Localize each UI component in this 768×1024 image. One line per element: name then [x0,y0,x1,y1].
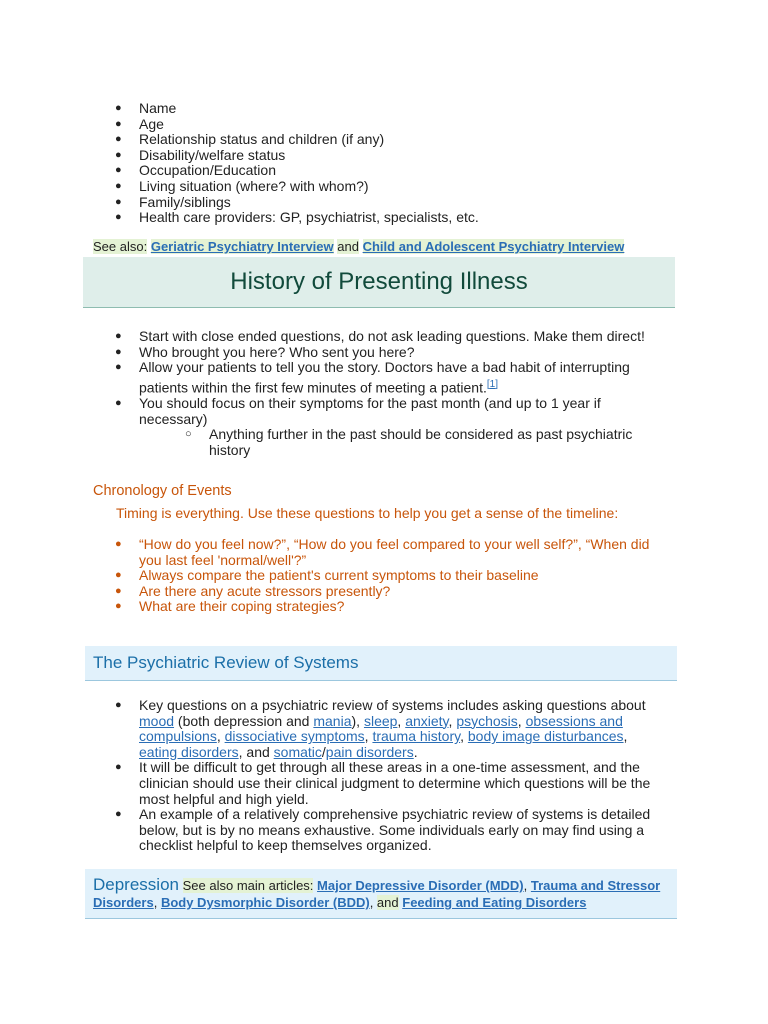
chronology-intro: Timing is everything. Use these questions to help you get a sense of the timeline: [116,505,619,521]
reference-link[interactable]: [1] [486,378,498,390]
see-also-label: See also main articles: [182,878,314,893]
list-item: ● Start with close ended questions, do not ask leading questions. Make them direct! [115,329,660,345]
see-also-and: and [376,895,399,910]
list-item-text: You should focus on their symptoms for the past month (and up to 1 year if necessary) [139,395,601,427]
text: (both depression and [174,712,314,729]
section-heading-ros: The Psychiatric Review of Systems [85,646,677,681]
link-trauma-history[interactable]: trauma history [372,728,461,745]
list-item: ● Relationship status and children (if any) [115,132,675,148]
sub-list [139,427,660,458]
list-item: ● What are their coping strategies? [115,599,660,615]
link-anxiety[interactable]: anxiety [405,712,449,729]
list-item: ● An example of a relatively comprehensive psychiatric review of systems is detailed below, but is by no means exhaustive. Some individuals early on may find using a checklist helpful to keep themselves organized. [115,807,663,854]
list-item-text: Allow your patients to tell you the story. Doctors have a bad habit of interrupting patients within the first few minutes of meeting a patient. [139,359,630,396]
list-item: ● Name [115,101,675,117]
list-item: ● Are there any acute stressors presently? [115,584,660,600]
section-heading-hpi: History of Presenting Illness [83,257,675,308]
subheading-chronology: Chronology of Events [93,483,232,499]
list-item [115,360,660,396]
link-body-image-disturbances[interactable]: body image disturbances [467,728,624,745]
list-item: ● Age [115,117,675,133]
link-trauma-stressor-disorders[interactable]: Trauma and Stressor Disorders [93,878,661,910]
list-item: ● Health care providers: GP, psychiatrist, specialists, etc. [115,210,675,226]
link-geriatric-psychiatry-interview[interactable]: Geriatric Psychiatry Interview [150,239,334,254]
link-somatic[interactable]: somatic [273,743,322,760]
link-mood[interactable]: mood [139,712,175,729]
demographics-list [115,101,675,226]
ros-list [115,698,663,854]
text: Key questions on a psychiatric review of systems includes asking questions about [139,697,646,713]
link-mania[interactable]: mania [313,712,352,729]
link-sleep[interactable]: sleep [363,712,398,729]
list-item: ● Family/siblings [115,195,675,211]
link-eating-disorders[interactable]: eating disorders [139,743,239,760]
link-feeding-eating-disorders[interactable]: Feeding and Eating Disorders [402,895,587,910]
section-heading-depression: Depression See also main articles: Major Depressive Disorder (MDD), Trauma and Stressor Disorders, Body Dysmorphic Disorder (BDD), and Feeding and Eating Disorders [85,869,677,919]
link-obsessions-compulsions[interactable]: obsessions and compulsions [139,712,623,745]
list-item: ● It will be difficult to get through all these areas in a one-time assessment, and the clinician should use their clinical judgment to determine which questions will be the most helpful and high yield. [115,760,663,807]
list-item: ● Occupation/Education [115,163,675,179]
list-item: ● Living situation (where? with whom?) [115,179,675,195]
sub-list-item: ○ Anything further in the past should be considered as past psychiatric history [139,427,660,458]
see-also-label: See also: [93,239,148,254]
list-item [115,396,660,458]
chronology-list [115,537,660,615]
depression-title: Depression [93,875,179,894]
link-pain-disorders[interactable]: pain disorders [325,743,414,760]
list-item: ● Disability/welfare status [115,148,675,164]
list-item: ● Always compare the patient's current symptoms to their baseline [115,568,660,584]
see-also-note [93,239,624,255]
link-psychosis[interactable]: psychosis [456,712,518,729]
see-also-and: and [337,239,359,254]
text: ), [351,712,364,729]
list-item: ● Key questions on a psychiatric review of systems includes asking questions about mood (both depression and mania), sleep, anxiety, psychosis, obsessions and compulsions, dissociative symptoms, trauma history, body image disturbances, eating disorders, and somatic/pain disorders. [115,698,663,760]
link-bdd[interactable]: Body Dysmorphic Disorder (BDD) [160,895,370,910]
link-mdd[interactable]: Major Depressive Disorder (MDD) [317,878,524,893]
link-child-adolescent-psychiatry-interview[interactable]: Child and Adolescent Psychiatry Interview [362,239,625,254]
link-dissociative-symptoms[interactable]: dissociative symptoms [224,728,365,745]
hpi-list [115,329,660,458]
list-item: ● Who brought you here? Who sent you here? [115,345,660,361]
text: , and [238,743,274,760]
list-item: ● “How do you feel now?”, “How do you feel compared to your well self?”, “When did you last feel 'normal/well'?” [115,537,660,568]
